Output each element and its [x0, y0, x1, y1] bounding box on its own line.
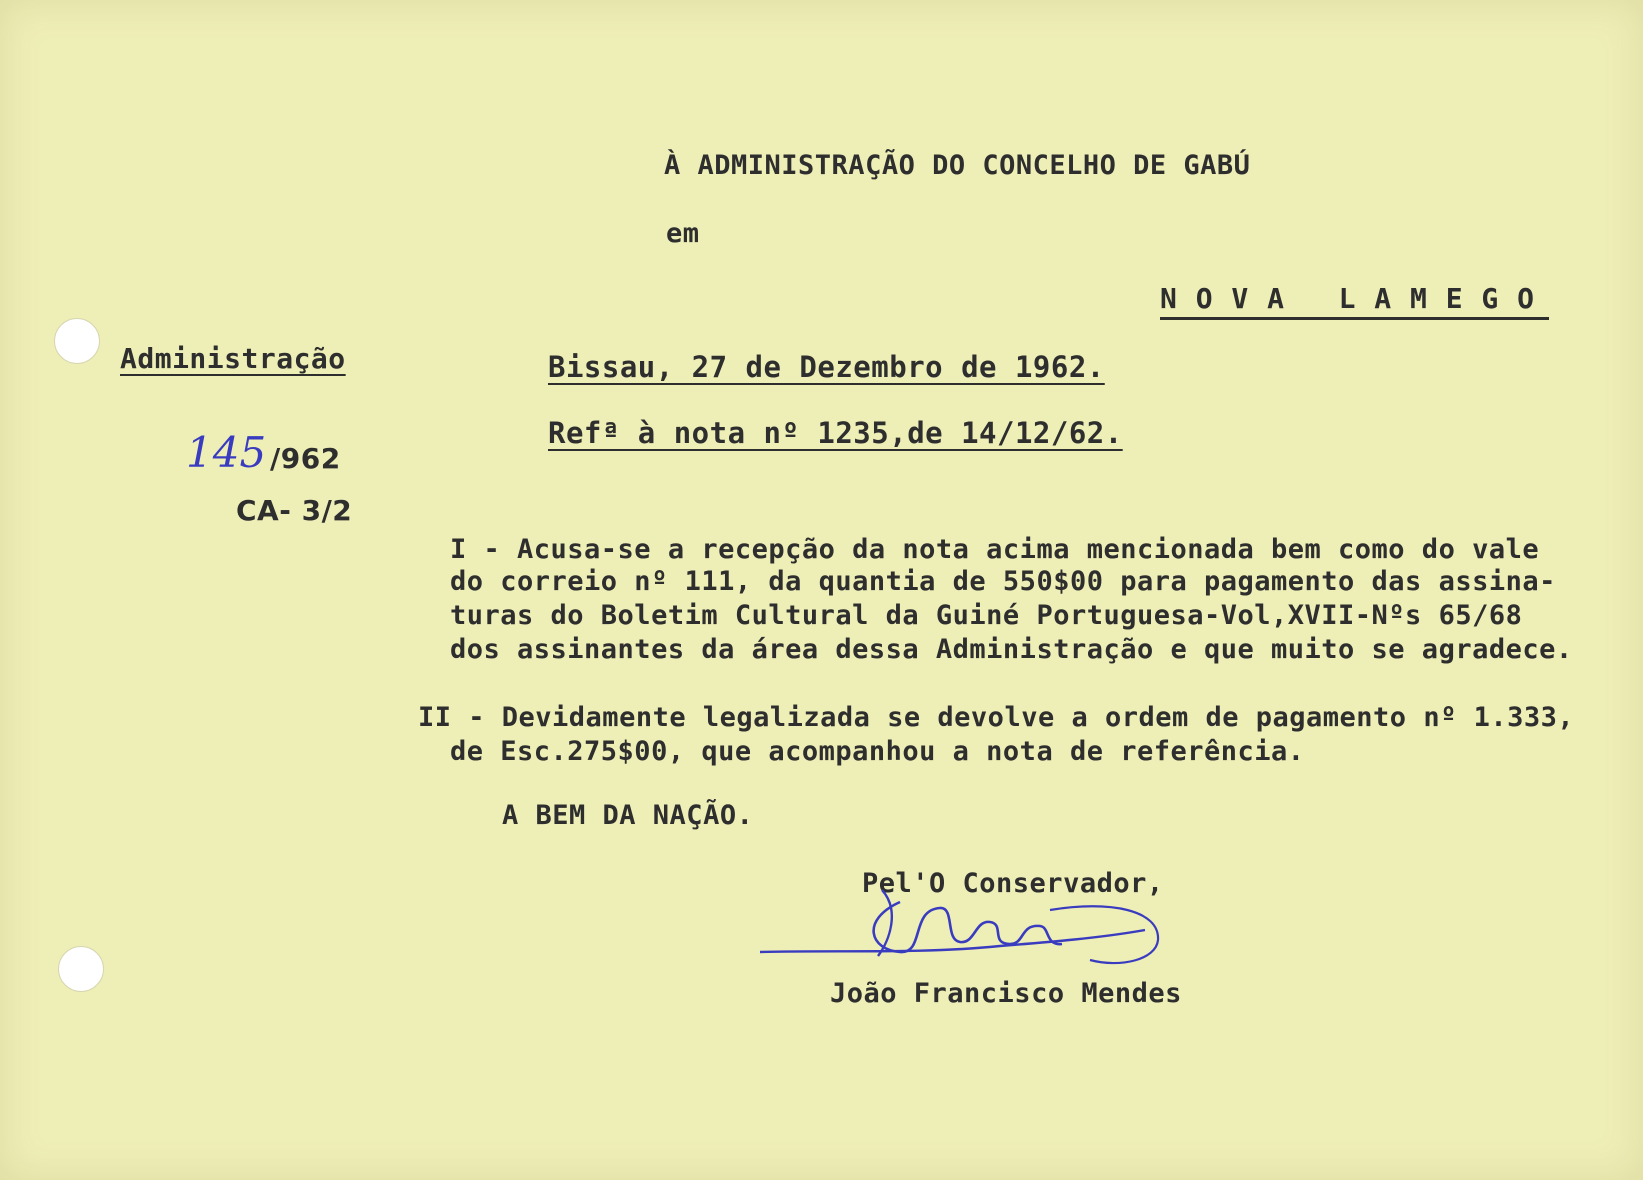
paragraph-1-line-1: I - Acusa-se a recepção da nota acima mencionada bem como do vale	[450, 534, 1540, 565]
closing-salutation: A BEM DA NAÇÃO.	[502, 800, 754, 831]
signatory-title: Pel'O Conservador,	[862, 868, 1164, 899]
handwritten-signature	[750, 880, 1170, 990]
punch-hole-top	[54, 318, 100, 364]
department-heading: Administração	[120, 342, 346, 375]
paragraph-1-line-2: do correio nº 111, da quantia de 550$00 para pagamento das assina-	[450, 566, 1556, 597]
letter-reference: Refª à nota nº 1235,de 14/12/62.	[548, 416, 1123, 450]
handwritten-reference-number: 145	[186, 428, 267, 477]
reference-year: /962	[270, 442, 341, 475]
paragraph-1-line-3: turas do Boletim Cultural da Guiné Portuguesa-Vol,XVII-Nºs 65/68	[450, 600, 1523, 631]
paragraph-2-line-2: de Esc.275$00, que acompanhou a nota de referência.	[450, 736, 1305, 767]
signatory-name: João Francisco Mendes	[830, 978, 1182, 1009]
paragraph-1-line-4: dos assinantes da área dessa Administração e que muito se agradece.	[450, 634, 1573, 665]
filing-code: CA- 3/2	[236, 494, 353, 527]
addressee-line: À ADMINISTRAÇÃO DO CONCELHO DE GABÚ	[664, 150, 1251, 181]
addressee-place: N O V A L A M E G O	[1160, 282, 1549, 320]
punch-hole-bottom	[58, 946, 104, 992]
paragraph-2-line-1: II - Devidamente legalizada se devolve a ordem de pagamento nº 1.333,	[418, 702, 1575, 733]
addressee-em: em	[666, 218, 700, 249]
letter-date: Bissau, 27 de Dezembro de 1962.	[548, 350, 1105, 384]
